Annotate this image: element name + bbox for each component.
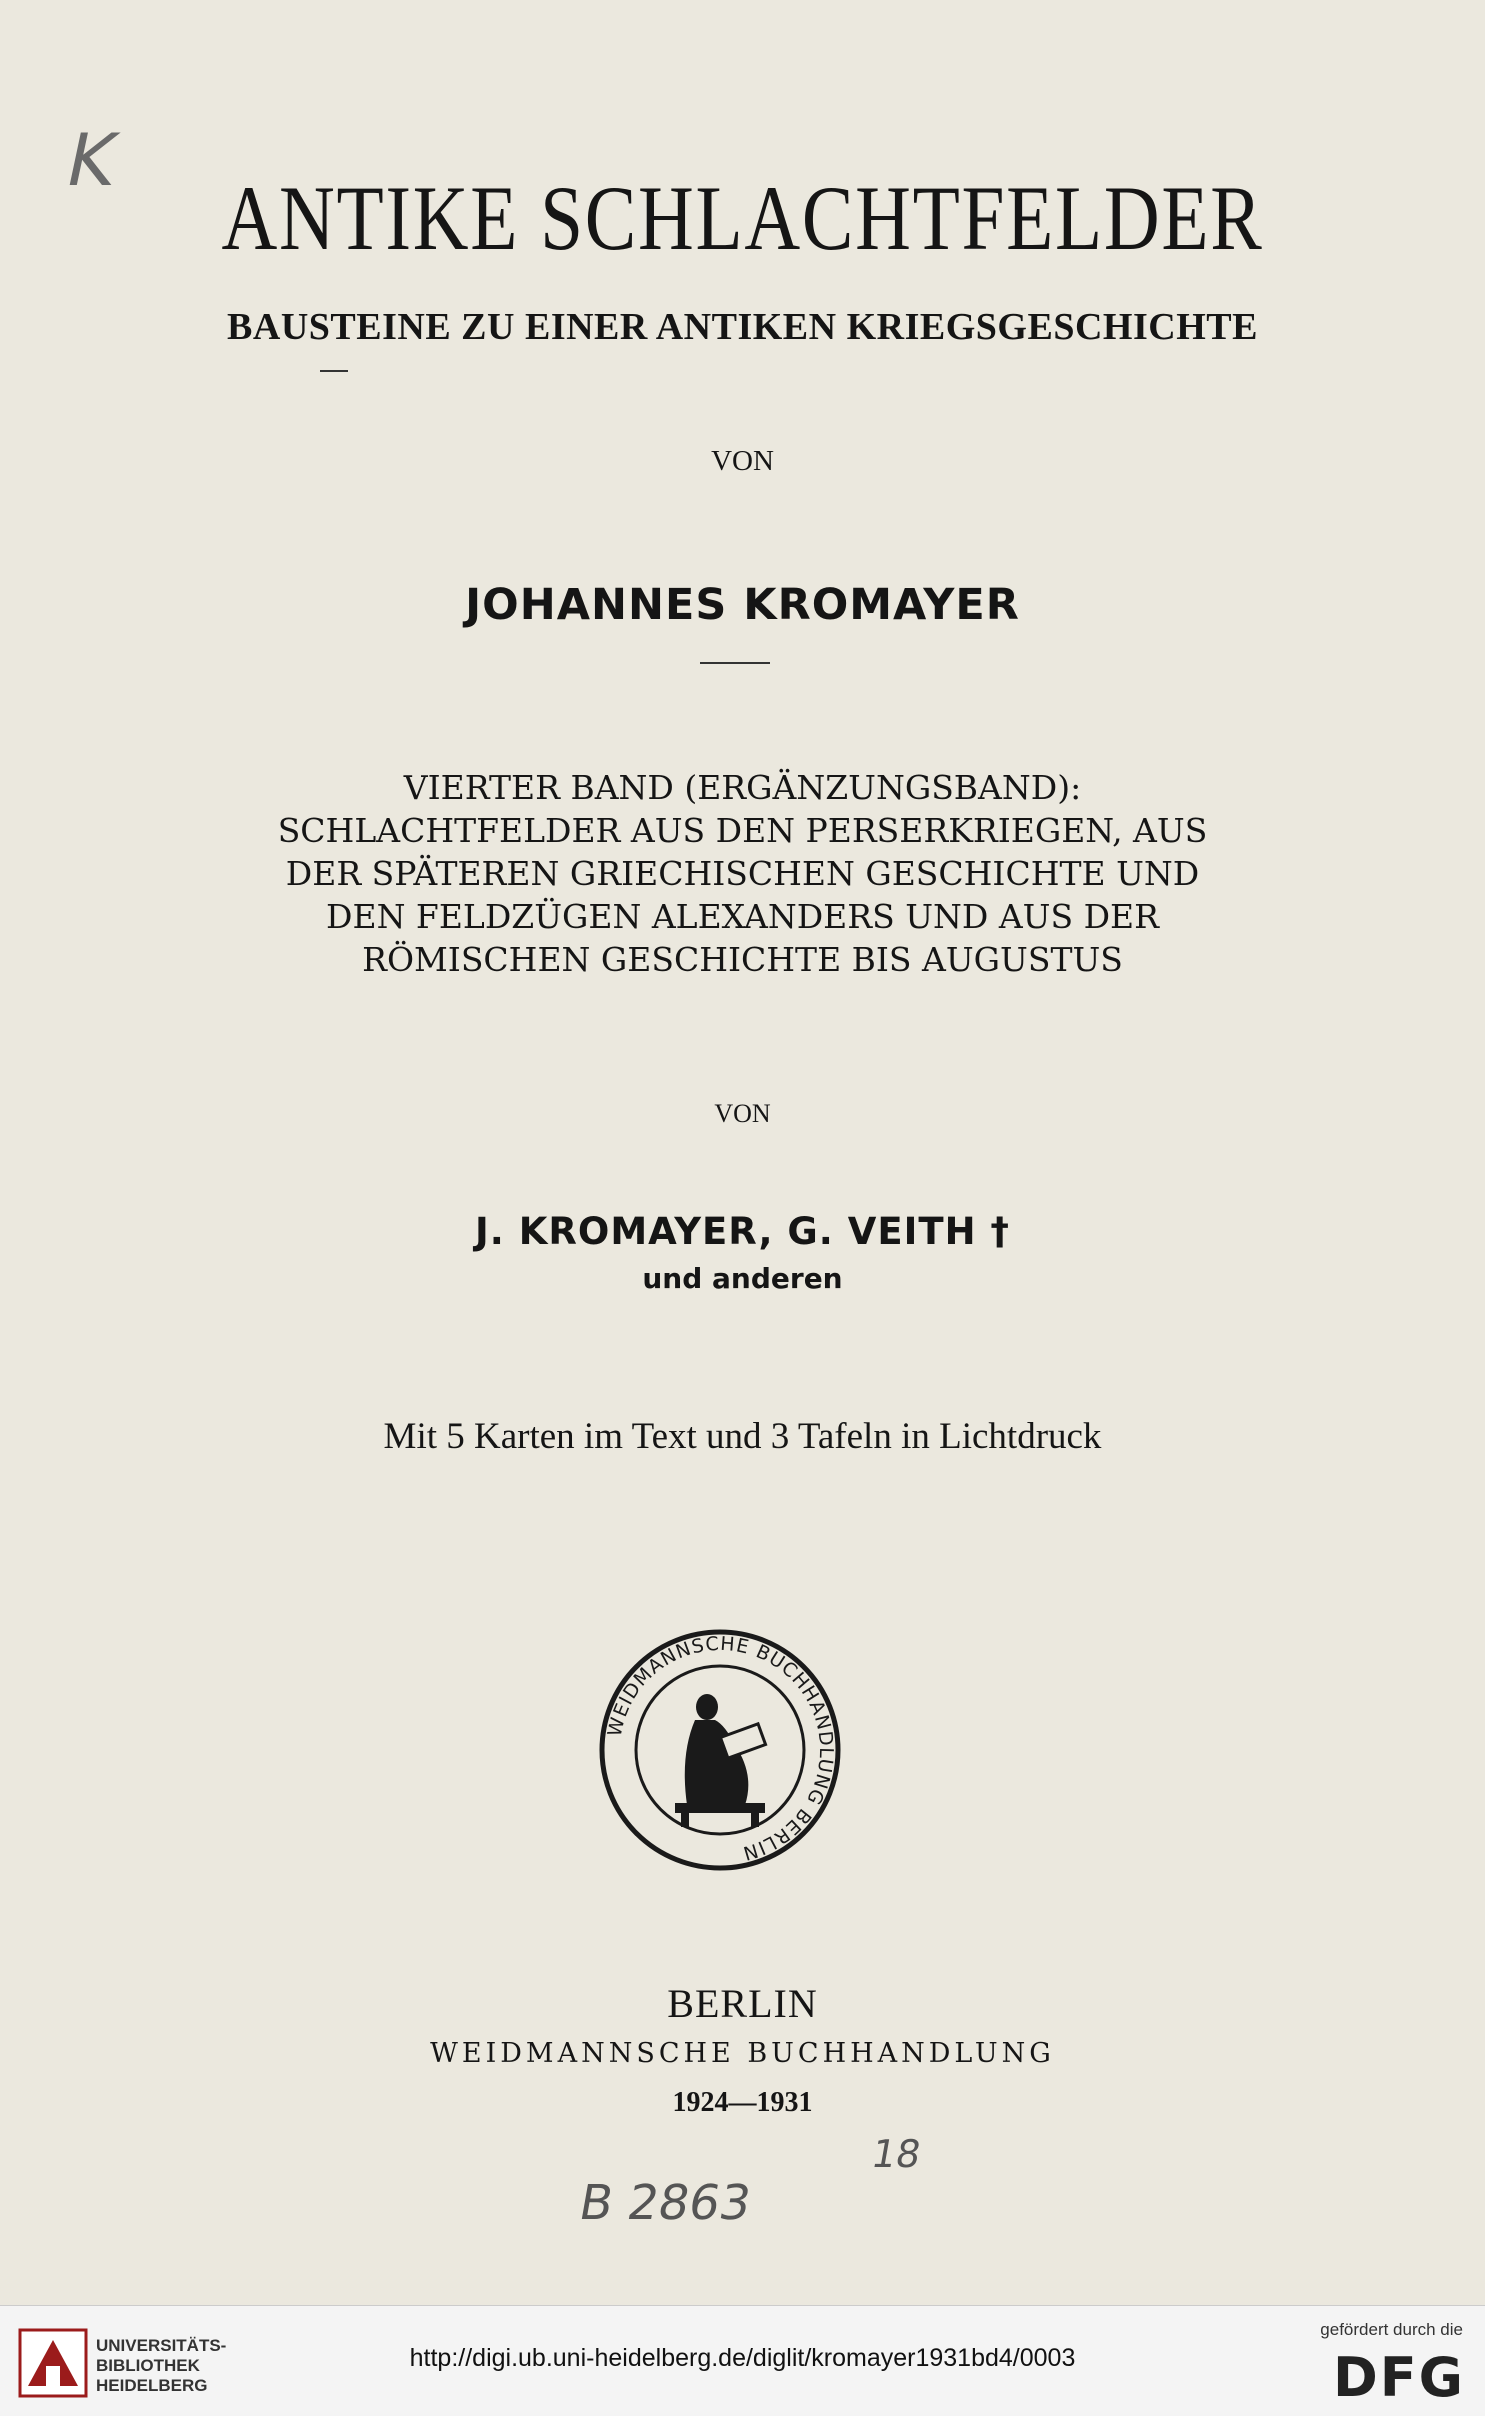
volume-line: VIERTER BAND (ERGÄNZUNGSBAND): — [403, 768, 1082, 807]
handwritten-shelfmark: B 2863 — [575, 2175, 756, 2231]
volume-line: DEN FELDZÜGEN ALEXANDERS UND AUS DER — [326, 897, 1159, 936]
funding-label: gefördert durch die — [1320, 2320, 1463, 2339]
seal-text: WEIDMANNSCHE BUCHHANDLUNG BERLIN — [603, 1632, 838, 1865]
book-subtitle: BAUSTEINE ZU EINER ANTIKEN KRIEGSGESCHICHTE — [227, 306, 1258, 348]
library-name-line: UNIVERSITÄTS- — [96, 2336, 227, 2355]
volume-line: SCHLACHTFELDER AUS DEN PERSERKRIEGEN, AUS — [277, 811, 1208, 850]
ornament-dash — [320, 370, 348, 372]
by-line: VON — [714, 1099, 771, 1128]
volume-line: RÖMISCHEN GESCHICHTE BIS AUGUSTUS — [362, 940, 1123, 979]
book-title: ANTIKE SCHLACHTFELDER — [221, 167, 1264, 269]
publication-years: 1924—1931 — [672, 2087, 813, 2118]
handwritten-shelfmark-superscript: 18 — [868, 2132, 925, 2176]
author-name: JOHANNES KROMAYER — [465, 580, 1020, 630]
editors-others: und anderen — [642, 1262, 843, 1295]
page-url-link[interactable]: http://digi.ub.uni-heidelberg.de/diglit/kromayer1931bd4/0003 — [409, 2344, 1076, 2372]
maps-note: Mit 5 Karten im Text und 3 Tafeln in Lichtdruck — [383, 1416, 1102, 1457]
publication-city: BERLIN — [667, 1981, 818, 2026]
library-name-line: HEIDELBERG — [96, 2376, 208, 2395]
volume-description — [0, 766, 1485, 981]
viewer-footer — [0, 2305, 1485, 2416]
by-line: VON — [711, 445, 774, 477]
editors: J. KROMAYER, G. VEITH † — [475, 1210, 1010, 1253]
margin-annotation: K — [59, 118, 125, 202]
publisher-name: WEIDMANNSCHE BUCHHANDLUNG — [430, 2038, 1055, 2069]
volume-line: DER SPÄTEREN GRIECHISCHEN GESCHICHTE UND — [285, 854, 1200, 893]
publisher-seal-icon — [595, 1625, 845, 1875]
ornament-dash — [700, 662, 770, 664]
library-name-line: BIBLIOTHEK — [96, 2356, 200, 2375]
dfg-logo[interactable]: DFG — [1332, 2346, 1465, 2409]
